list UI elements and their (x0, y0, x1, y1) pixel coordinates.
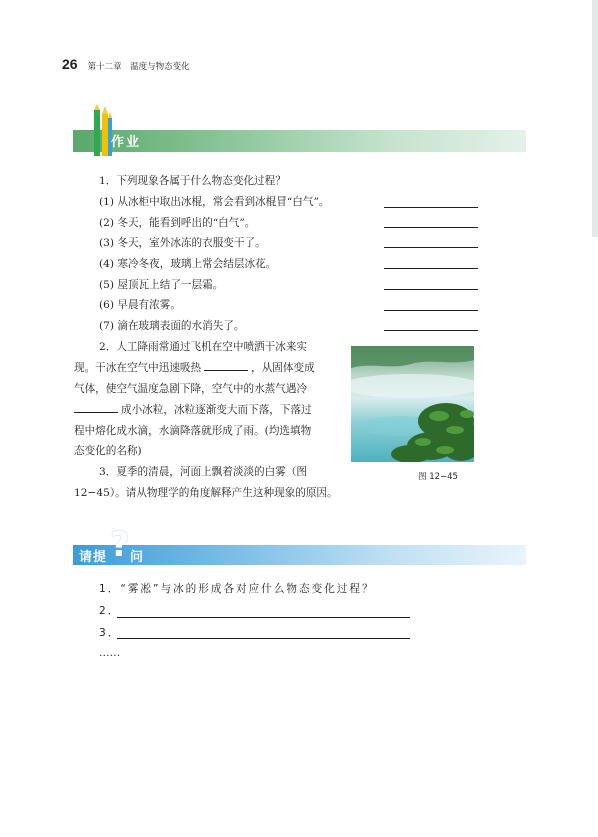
answer-blank-7[interactable] (384, 330, 478, 331)
answer-blank-6[interactable] (384, 310, 478, 311)
answer-blank-2[interactable] (384, 227, 478, 228)
ask-q1: 1．“雾凇”与冰的形成各对应什么物态变化过程？ (99, 583, 375, 595)
figure-caption: 图 12−45 (418, 472, 458, 482)
q2-line-4-text: 成小冰粒，冰粒逐渐变大而下落，下落过 (121, 404, 312, 416)
ask-q2-line[interactable] (117, 617, 410, 618)
q1-item-5: (5) 屋顶瓦上结了一层霜。 (99, 279, 224, 291)
q2-line-4 (74, 403, 312, 417)
ask-q3-line[interactable] (117, 638, 410, 639)
question-mark-icon: ? (110, 525, 130, 565)
page-header (62, 56, 190, 72)
ask-title-left: 请提 (79, 550, 108, 565)
ask-ellipsis: …… (99, 647, 121, 659)
q3-line-2: 12−45）。请从物理学的角度解释产生这种现象的原因。 (74, 487, 338, 499)
q2-blank-1[interactable] (204, 361, 248, 371)
q2-line-3: 气体，使空气温度急剧下降，空气中的水蒸气遇冷 (74, 383, 308, 395)
q2-line-2 (74, 361, 315, 375)
q2-line-2b: ，从固体变成 (251, 362, 315, 374)
page-number: 26 (62, 56, 78, 72)
q1-item-4: (4) 寒冷冬夜，玻璃上常会结层冰花。 (99, 258, 277, 270)
ask-q3-number: 3． (99, 627, 121, 639)
q2-line-6: 态变化的名称) (74, 445, 142, 457)
misty-river-photo (351, 346, 474, 462)
q1-item-2: (2) 冬天，能看到呼出的“白气”。 (99, 217, 256, 229)
answer-blank-3[interactable] (384, 247, 478, 248)
q1-item-1: (1) 从冰柜中取出冰棍，常会看到冰棍冒“白气”。 (99, 196, 330, 208)
q2-line-2a: 现。干冰在空气中迅速吸热 (74, 362, 202, 374)
q1-item-6: (6) 早晨有浓雾。 (99, 299, 181, 311)
q1-stem: 1．下列现象各属于什么物态变化过程？ (99, 175, 286, 187)
q3-line-1: 3．夏季的清晨，河面上飘着淡淡的白雾（图 (99, 466, 308, 478)
ask-title-right: 问 (130, 550, 145, 565)
chapter-title: 第十二章 温度与物态变化 (87, 62, 190, 72)
answer-blank-1[interactable] (384, 207, 478, 208)
q2-line-5: 程中熔化成水滴，水滴降落就形成了雨。(均选填物 (74, 425, 312, 437)
q1-item-7: (7) 滴在玻璃表面的水消失了。 (99, 320, 245, 332)
q1-item-3: (3) 冬天，室外冰冻的衣服变干了。 (99, 237, 266, 249)
page-edge-tab (592, 0, 598, 237)
q2-line-1: 2．人工降雨常通过飞机在空中喷洒干冰来实 (99, 341, 308, 353)
answer-blank-5[interactable] (384, 289, 478, 290)
homework-title: 作业 (111, 135, 142, 150)
ask-q2-number: 2． (99, 605, 121, 617)
q2-blank-2[interactable] (74, 403, 118, 413)
answer-blank-4[interactable] (384, 268, 478, 269)
